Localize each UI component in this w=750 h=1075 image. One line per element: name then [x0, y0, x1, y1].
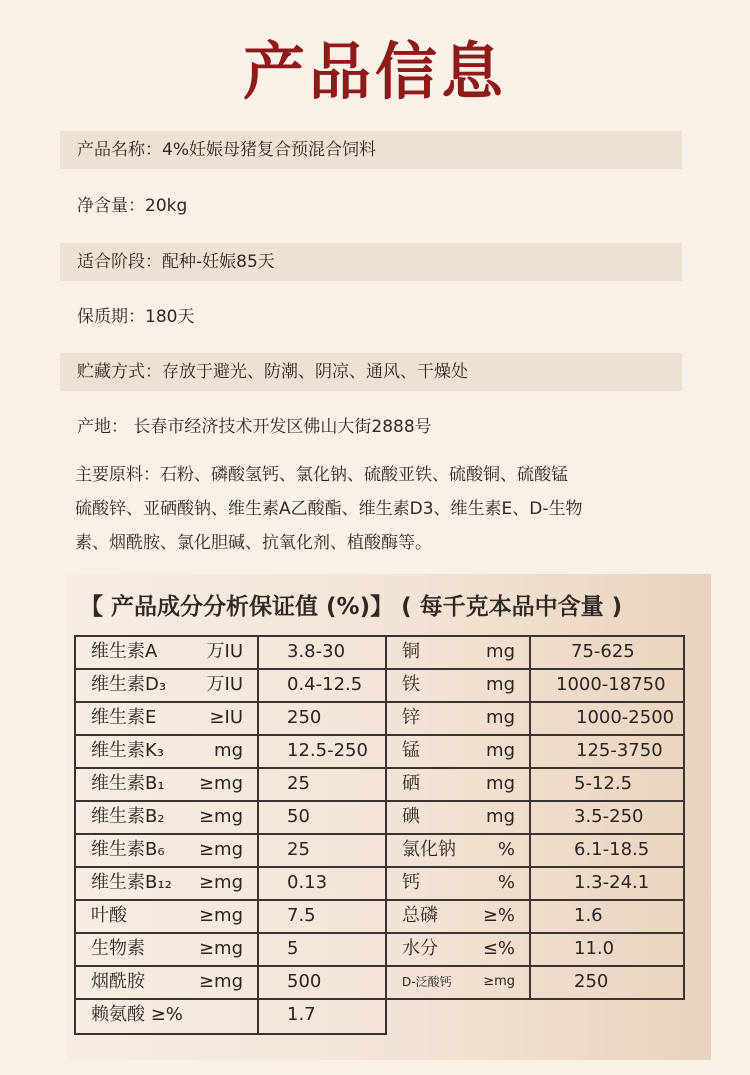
table-cell-value: 11.0: [529, 932, 685, 967]
table-cell-name: 铜 mg: [385, 635, 531, 670]
table-cell-name: 维生素B₆ ≥mg: [74, 833, 259, 868]
shelf-life-row: 保质期：180天: [77, 307, 195, 327]
table-cell-name: 铁 mg: [385, 668, 531, 703]
table-cell-value: 25: [257, 833, 387, 868]
table-cell-value: 3.8-30: [257, 635, 387, 670]
page-title: 产品信息: [242, 35, 507, 108]
table-cell-value: 500: [257, 965, 387, 1000]
table-cell-value: 12.5-250: [257, 734, 387, 769]
product-name-row: 产品名称：4%妊娠母猪复合预混合饲料: [60, 131, 682, 169]
main-materials: [75, 458, 700, 560]
table-cell-value: 7.5: [257, 899, 387, 934]
table-cell-name: 烟酰胺 ≥mg: [74, 965, 259, 1000]
table-cell-name: D-泛酸钙 ≥mg: [385, 965, 531, 1000]
table-cell-value: 50: [257, 800, 387, 835]
table-cell-value: 1000-18750: [529, 668, 685, 703]
storage-method-row: 贮藏方式：存放于避光、防潮、阴凉、通风、干燥处: [60, 353, 682, 391]
table-cell-value: 1000-2500: [529, 701, 685, 736]
table-cell-name: 赖氨酸 ≥%: [74, 998, 259, 1035]
table-cell-name: 维生素B₁₂ ≥mg: [74, 866, 259, 901]
table-cell-name: 钙 %: [385, 866, 531, 901]
table-cell-name: 维生素B₁ ≥mg: [74, 767, 259, 802]
net-content-row: 净含量：20kg: [77, 196, 188, 216]
table-cell-value: 0.13: [257, 866, 387, 901]
table-cell-name: 水分 ≤%: [385, 932, 531, 967]
table-cell-name: 硒 mg: [385, 767, 531, 802]
table-cell-value: 5: [257, 932, 387, 967]
table-cell-name: 锌 mg: [385, 701, 531, 736]
table-cell-name: 总磷 ≥%: [385, 899, 531, 934]
table-cell-value: 0.4-12.5: [257, 668, 387, 703]
origin-row: 产地： 长春市经济技术开发区佛山大街2888号: [77, 417, 432, 437]
table-cell-value: 250: [529, 965, 685, 1000]
materials-line: 硫酸锌、亚硒酸钠、维生素A乙酸酯、维生素D3、维生素E、D-生物: [75, 499, 583, 519]
table-cell-name: 生物素 ≥mg: [74, 932, 259, 967]
table-cell-value: 75-625: [529, 635, 685, 670]
table-cell-name: 锰 mg: [385, 734, 531, 769]
table-cell-value: 1.7: [257, 998, 387, 1035]
materials-line: 主要原料：石粉、磷酸氢钙、氯化钠、硫酸亚铁、硫酸铜、硫酸锰: [75, 465, 568, 485]
applicable-stage-row: 适合阶段：配种-妊娠85天: [60, 243, 682, 281]
table-cell-name: 叶酸 ≥mg: [74, 899, 259, 934]
table-cell-value: 250: [257, 701, 387, 736]
table-cell-value: 6.1-18.5: [529, 833, 685, 868]
table-cell-name: 维生素E ≥IU: [74, 701, 259, 736]
materials-line: 素、烟酰胺、氯化胆碱、抗氧化剂、植酸酶等。: [75, 533, 432, 553]
table-cell-value: 5-12.5: [529, 767, 685, 802]
table-cell-name: 维生素K₃ mg: [74, 734, 259, 769]
table-cell-name: 维生素A 万IU: [74, 635, 259, 670]
table-cell-value: 1.6: [529, 899, 685, 934]
table-cell-value: 125-3750: [529, 734, 685, 769]
table-cell-name: 维生素D₃ 万IU: [74, 668, 259, 703]
table-cell-value: 25: [257, 767, 387, 802]
table-cell-value: 1.3-24.1: [529, 866, 685, 901]
table-cell-name: 维生素B₂ ≥mg: [74, 800, 259, 835]
table-cell-name: 氯化钠 %: [385, 833, 531, 868]
table-cell-value: 3.5-250: [529, 800, 685, 835]
analysis-table-title: 【 产品成分分析保证值 (%)】 ( 每千克本品中含量 ): [80, 594, 623, 620]
table-cell-name: 碘 mg: [385, 800, 531, 835]
